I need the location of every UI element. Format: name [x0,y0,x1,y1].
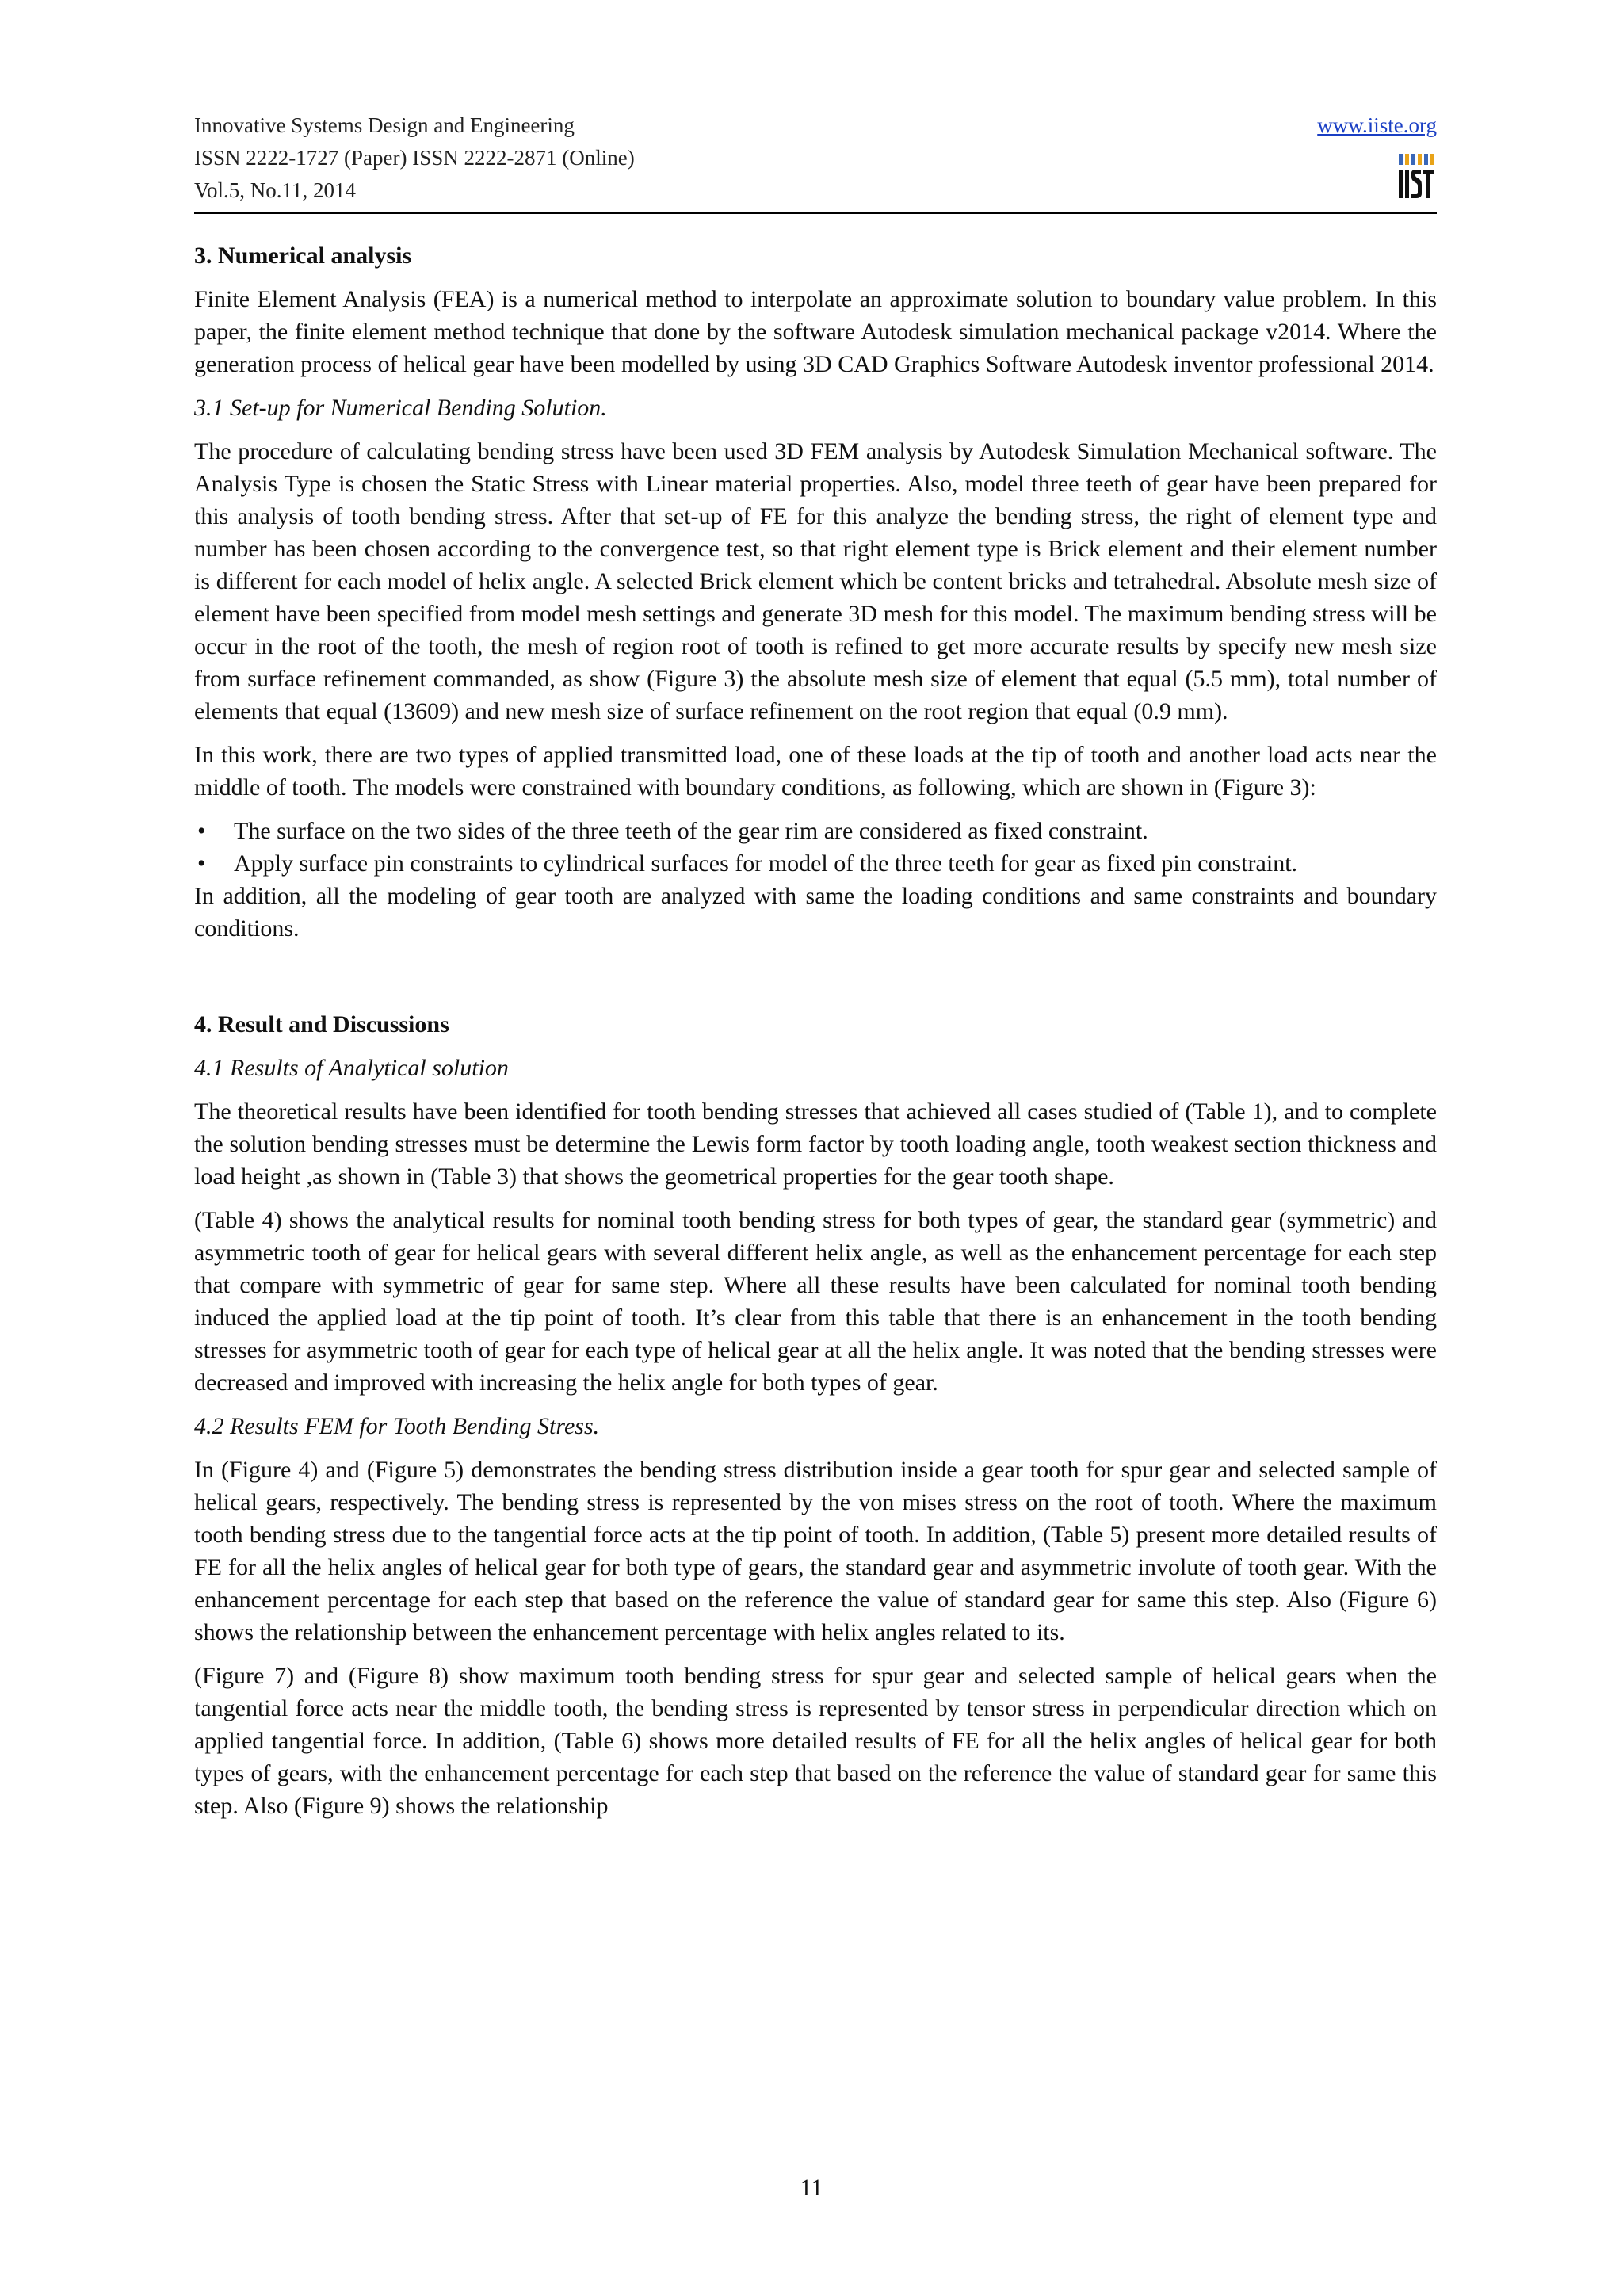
list-item [194,815,1437,847]
subsection-heading-setup: 3.1 Set-up for Numerical Bending Solution. [194,395,607,421]
journal-url-link[interactable]: www.iiste.org [1317,113,1437,137]
journal-name: Innovative Systems Design and Engineering [194,113,575,137]
paragraph: (Table 4) shows the analytical results for nominal tooth bending stress for both types of gear, the standard gear (symmetric) and asymmetric tooth of gear for helical gears with several different helix angle, as well as the enhancement percentage for each step that compare with symmetric of gear for same step. Where all these results have been calculated for nominal tooth bending induced the applied load at the tip point of tooth. It’s clear from this table that there is an enhancement in the tooth bending stresses for asymmetric tooth of gear for each type of helical gear at all the helix angle. It was noted that the bending stresses were decreased and improved with increasing the helix angle for both types of gear. [194,1207,1437,1396]
section-spacer [194,956,1437,1008]
section-heading-numerical-analysis: 3. Numerical analysis [194,243,412,269]
paragraph: In addition, all the modeling of gear tooth are analyzed with same the loading conditions and same constraints and boundary conditions. [194,883,1437,942]
subsection-heading-analytical: 4.1 Results of Analytical solution [194,1055,509,1081]
list-item [194,847,1437,880]
paragraph: In this work, there are two types of applied transmitted load, one of these loads at the tip of tooth and another load acts near the middle of tooth. The models were constrained with boundary conditions, as following, which are shown in (Figure 3): [194,742,1437,800]
paragraph: In (Figure 4) and (Figure 5) demonstrates the bending stress distribution inside a gear tooth for spur gear and selected sample of helical gears, respectively. The bending stress is represented by the von mises stress on the root of tooth. Where the maximum tooth bending stress due to the tangential force acts at the tip point of tooth. In addition, (Table 5) present more detailed results of FE for all the helix angles of helical gear for both type of gears, the standard gear and asymmetric involute of tooth gear. With the enhancement percentage for each step that based on the reference the value of standard gear for same this step. Also (Figure 6) shows the relationship between the enhancement percentage with helix angles related to its. [194,1457,1437,1645]
iiste-logo-icon [1397,151,1435,201]
page-header [194,109,1437,228]
page-number: 11 [800,2175,823,2201]
list-item-text: Apply surface pin constraints to cylindrical surfaces for model of the three teeth for gear as fixed pin constraint. [234,850,1298,877]
paragraph: Finite Element Analysis (FEA) is a numerical method to interpolate an approximate solution to boundary value problem. In this paper, the finite element method technique that done by the software Autodesk simulation mechanical package v2014. Where the generation process of helical gear have been modelled by using 3D CAD Graphics Software Autodesk inventor professional 2014. [194,286,1437,377]
list-item-text: The surface on the two sides of the three teeth of the gear rim are considered as fixed constraint. [234,818,1148,844]
subsection-heading-fem: 4.2 Results FEM for Tooth Bending Stress. [194,1413,600,1439]
page-body [194,239,1437,1833]
bullet-icon: • [197,818,206,844]
paragraph: (Figure 7) and (Figure 8) show maximum tooth bending stress for spur gear and selected sample of helical gears when the tangential force acts near the middle tooth, the bending stress is represented by tensor stress in perpendicular direction which on applied tangential force. In addition, (Table 6) shows more detailed results of FE for all the helix angles of helical gear for both types of gears, with the enhancement percentage for each step that based on the reference the value of standard gear for same this step. Also (Figure 9) shows the relationship [194,1663,1437,1819]
issn-line: ISSN 2222-1727 (Paper) ISSN 2222-2871 (Online) [194,146,635,170]
bullet-icon: • [197,850,206,877]
volume-line: Vol.5, No.11, 2014 [194,178,357,202]
header-divider [194,212,1437,214]
constraint-list [194,815,1437,880]
paragraph: The procedure of calculating bending stress have been used 3D FEM analysis by Autodesk Simulation Mechanical software. The Analysis Type is chosen the Static Stress with Linear material properties. Also, model three teeth of gear have been prepared for this analysis of tooth bending stress. After that set-up of FE for this analyze the bending stress, the right of element type and number has been chosen according to the convergence test, so that right element type is Brick element and their element number is different for each model of helix angle. A selected Brick element which be content bricks and tetrahedral. Absolute mesh size of element have been specified from model mesh settings and generate 3D mesh for this model. The maximum bending stress will be occur in the root of the tooth, the mesh of region root of tooth is refined to get more accurate results by specify new mesh size from surface refinement commanded, as show (Figure 3) the absolute mesh size of element that equal (5.5 mm), total number of elements that equal (13609) and new mesh size of surface refinement on the root region that equal (0.9 mm). [194,438,1437,724]
section-heading-results: 4. Result and Discussions [194,1011,449,1037]
paragraph: The theoretical results have been identified for tooth bending stresses that achieved all cases studied of (Table 1), and to complete the solution bending stresses must be determine the Lewis form factor by tooth loading angle, tooth weakest section thickness and load height ,as shown in (Table 3) that shows the geometrical properties for the gear tooth shape. [194,1098,1437,1190]
